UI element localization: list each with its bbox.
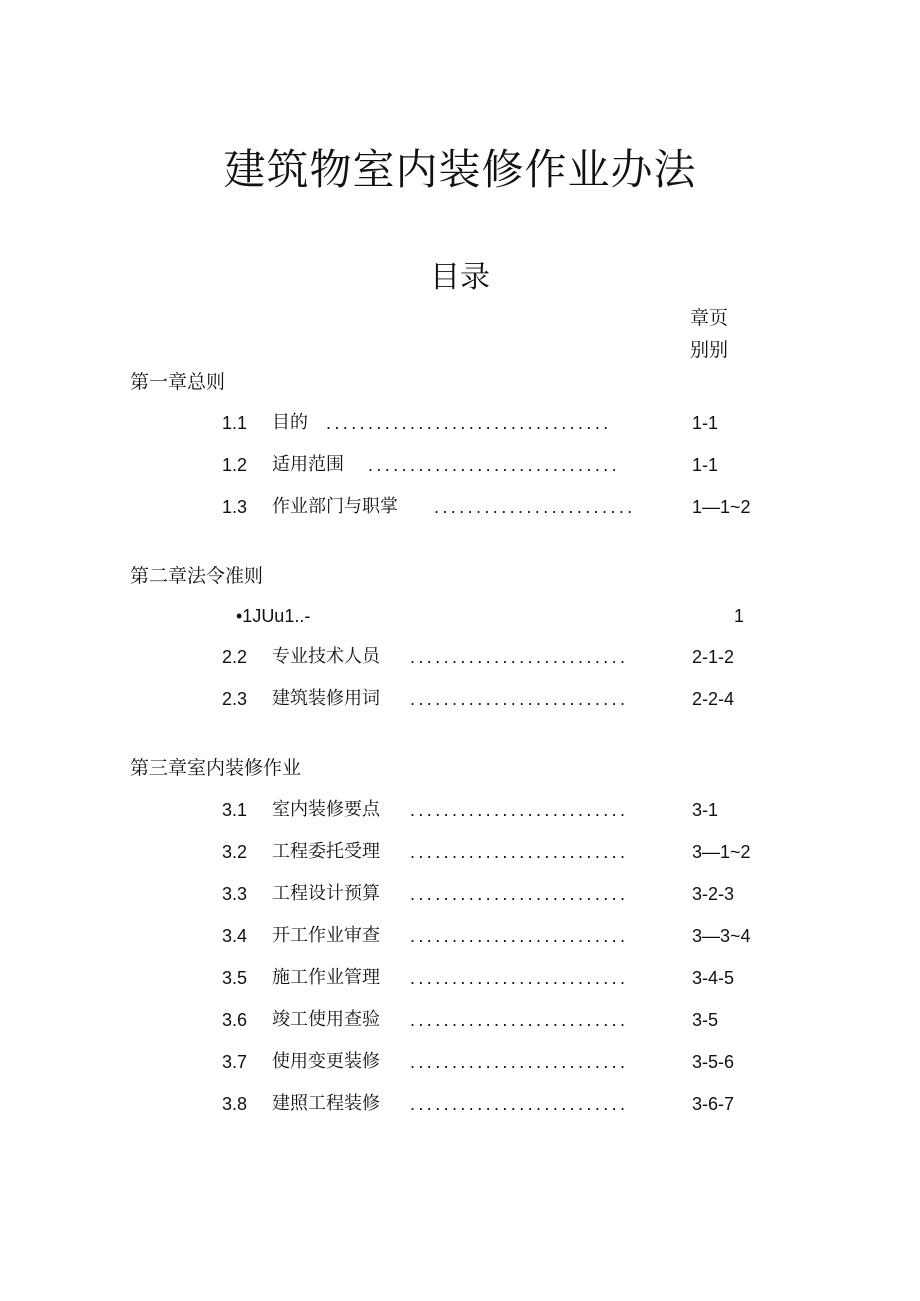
toc-entry[interactable]	[222, 410, 782, 436]
entry-page: 3-5-6	[692, 1052, 735, 1072]
entry-leader-dots: ..........................	[410, 926, 629, 946]
chapter-heading: 第一章总则	[130, 371, 226, 393]
entry-label: 适用范围	[272, 454, 344, 475]
toc-entry[interactable]	[222, 1049, 782, 1075]
entry-page: 1—1~2	[692, 497, 751, 517]
entry-leader-dots: ..........................	[410, 884, 629, 904]
entry-label: 工程设计预算	[272, 883, 380, 904]
entry-number: 3.8	[222, 1094, 248, 1114]
entry-number: 3.3	[222, 884, 248, 904]
column-header-line2: 别别	[690, 339, 729, 361]
entry-label: 竣工使用查验	[272, 1009, 380, 1030]
entry-number: 2.2	[222, 647, 248, 667]
chapter-heading: 第二章法令准则	[130, 565, 264, 587]
entry-leader-dots: ..........................	[410, 1094, 629, 1114]
entry-leader-dots: ..........................	[410, 689, 629, 709]
entry-leader-dots: ..............................	[368, 455, 621, 475]
entry-leader-dots: ........................	[434, 497, 636, 517]
entry-number: 3.1	[222, 800, 248, 820]
entry-label: 目的	[272, 412, 308, 433]
entry-leader-dots: ..........................	[410, 1010, 629, 1030]
entry-page: 3-4-5	[692, 968, 735, 988]
toc-entry[interactable]	[222, 923, 782, 949]
toc-title: 目录	[430, 260, 490, 295]
entry-label: 开工作业审查	[272, 925, 380, 946]
entry-page: 1-1	[692, 413, 719, 433]
entry-number: 1.3	[222, 497, 248, 517]
entry-label: 施工作业管理	[272, 967, 380, 988]
entry-number: 3.6	[222, 1010, 248, 1030]
entry-label: 专业技术人员	[272, 646, 380, 667]
entry-label: 工程委托受理	[272, 841, 380, 862]
entry-number: 2.3	[222, 689, 248, 709]
entry-leader-dots: ..........................	[410, 800, 629, 820]
entry-leader-dots: ..........................	[410, 1052, 629, 1072]
entry-page: 1-1	[692, 455, 719, 475]
entry-page: 3-6-7	[692, 1094, 735, 1114]
entry-label: 使用变更装修	[272, 1051, 380, 1072]
entry-leader-dots: ..................................	[326, 413, 612, 433]
entry-page: 3-2-3	[692, 884, 735, 904]
entry-number: 3.4	[222, 926, 248, 946]
toc-entry[interactable]	[222, 881, 782, 907]
column-header-line1: 章页	[690, 307, 729, 329]
document-title: 建筑物室内装修作业办法	[223, 145, 697, 194]
entry-page: 3—3~4	[692, 926, 751, 946]
entry-number: 1.2	[222, 455, 248, 475]
toc-entry[interactable]	[222, 965, 782, 991]
toc-entry[interactable]	[222, 644, 782, 670]
entry-label: 室内装修要点	[272, 799, 380, 820]
entry-leader-dots: ..........................	[410, 842, 629, 862]
entry-page: 3—1~2	[692, 842, 751, 862]
toc-entry-garbled[interactable]	[236, 603, 756, 629]
entry-label: 作业部门与职掌	[272, 496, 398, 517]
entry-page: 3-1	[692, 800, 719, 820]
entry-number: 3.2	[222, 842, 248, 862]
entry-number: 3.5	[222, 968, 248, 988]
entry-label: 建筑装修用词	[272, 688, 380, 709]
chapter-heading: 第三章室内装修作业	[130, 757, 302, 779]
toc-entry[interactable]	[222, 797, 782, 823]
entry-page: 2-1-2	[692, 647, 735, 667]
toc-entry[interactable]	[222, 839, 782, 865]
entry-page: 2-2-4	[692, 689, 735, 709]
entry-garbled-text: •1JUu1..-	[236, 606, 311, 626]
entry-leader-dots: ..........................	[410, 647, 629, 667]
entry-number: 3.7	[222, 1052, 248, 1072]
toc-entry[interactable]	[222, 686, 782, 712]
entry-page: 1	[734, 606, 745, 626]
toc-entry[interactable]	[222, 1007, 782, 1033]
toc-entry[interactable]	[222, 452, 782, 478]
entry-label: 建照工程装修	[272, 1093, 380, 1114]
entry-page: 3-5	[692, 1010, 719, 1030]
entry-leader-dots: ..........................	[410, 968, 629, 988]
entry-number: 1.1	[222, 413, 248, 433]
toc-entry[interactable]	[222, 1091, 782, 1117]
toc-entry[interactable]	[222, 494, 782, 520]
